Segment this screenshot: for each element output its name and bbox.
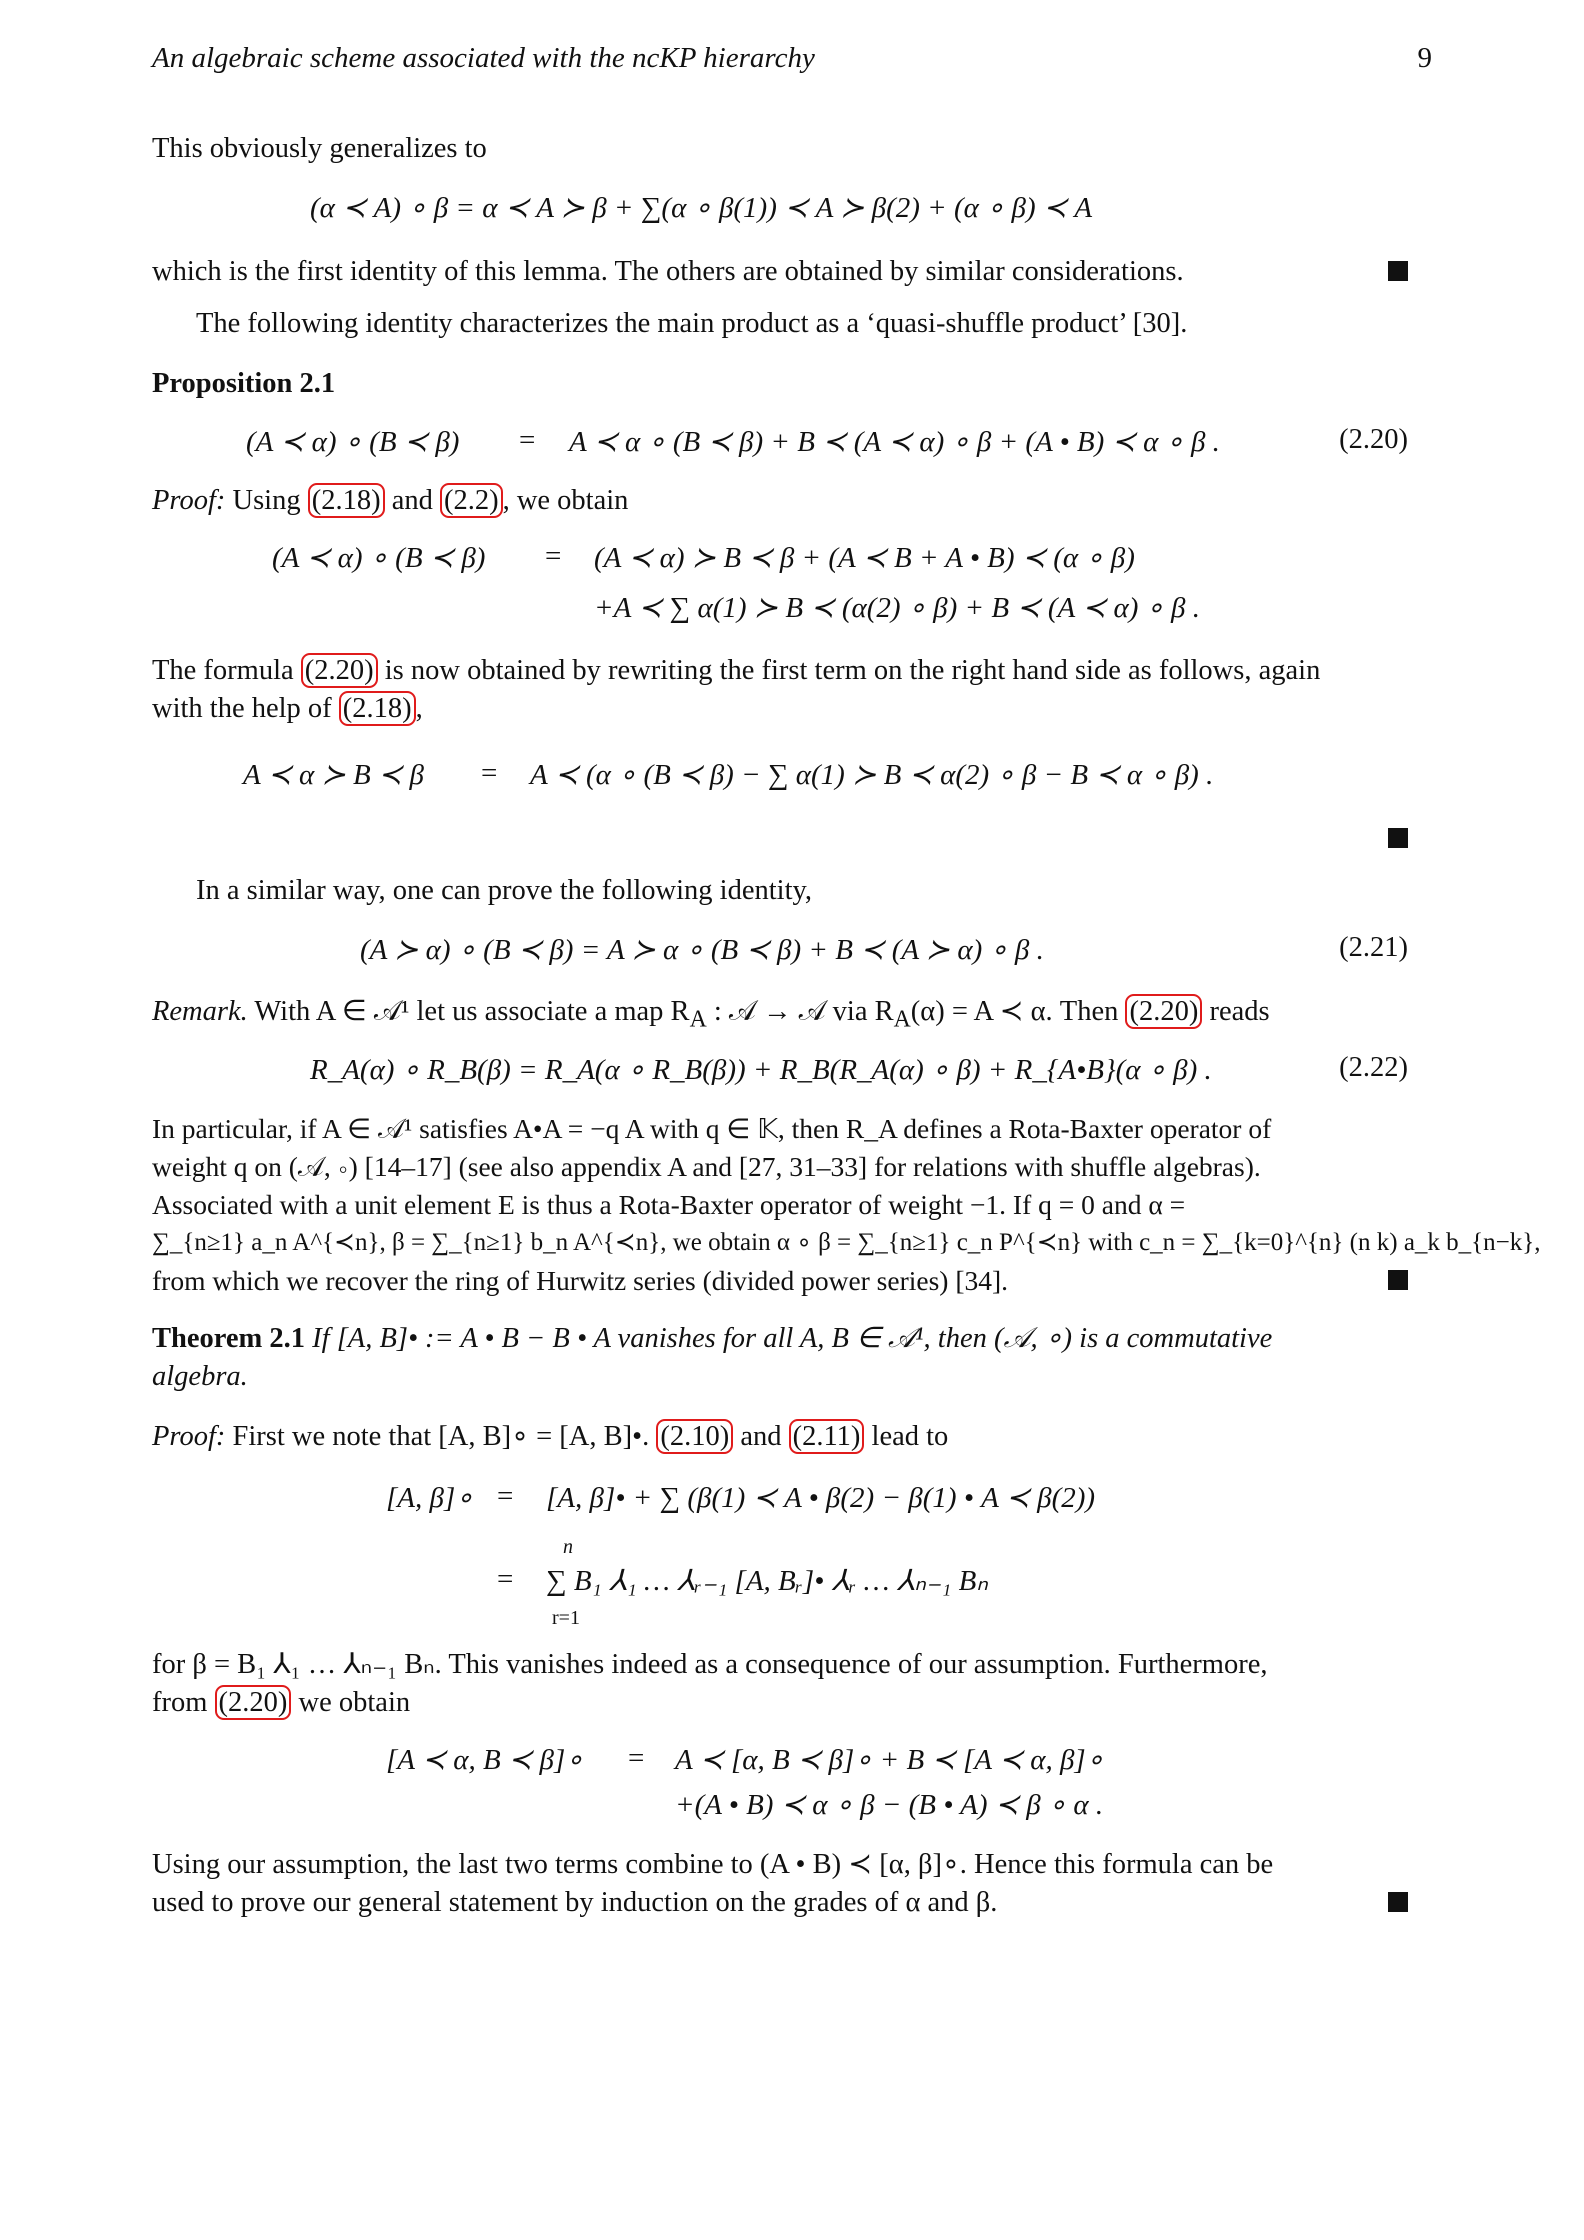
equation-rel: = xyxy=(497,1563,514,1595)
text-line: ∑_{n≥1} a_n A^{≺n}, β = ∑_{n≥1} b_n A^{≺n}, we obtain α ∘ β = ∑_{n≥1} c_n P^{≺n} with c_n = ∑_{k=0}^{n} (n k) a_k b_{n−k}, xyxy=(152,1229,1541,1256)
text-line: In particular, if A ∈ 𝒜¹ satisfies A•A = −q A with q ∈ 𝕂, then R_A defines a Rota-Baxter operator of xyxy=(152,1113,1272,1144)
sum-lower-limit: r=1 xyxy=(552,1607,580,1629)
equation-ref-link[interactable]: (2.18) xyxy=(308,483,385,518)
text-line: from which we recover the ring of Hurwitz series (divided power series) [34]. xyxy=(152,1265,1009,1296)
equation-ref-link[interactable]: (2.2) xyxy=(440,483,503,518)
equation-rhs: ∑ B₁ ⅄₁ … ⅄ᵣ₋₁ [A, Bᵣ]• ⅄ᵣ … ⅄ₙ₋₁ Bₙ xyxy=(546,1565,988,1597)
text-line: which is the first identity of this lemma. The others are obtained by similar considerations. xyxy=(152,256,1184,287)
equation-rhs: +A ≺ ∑ α(1) ≻ B ≺ (α(2) ∘ β) + B ≺ (A ≺ α) ∘ β . xyxy=(594,592,1200,624)
equation-ref-link[interactable]: (2.11) xyxy=(789,1419,865,1454)
text-line: Using our assumption, the last two terms combine to (A • B) ≺ [α, β]∘. Hence this formula can be xyxy=(152,1849,1274,1880)
proof-line: Proof: First we note that [A, B]∘ = [A, B]•. (2.10) and (2.11) lead to xyxy=(152,1421,949,1452)
equation-rhs: +(A • B) ≺ α ∘ β − (B • A) ≺ β ∘ α . xyxy=(675,1789,1104,1821)
equation-rel: = xyxy=(545,540,562,572)
equation-lhs: [A, β]∘ xyxy=(386,1482,474,1514)
proof-label: Proof: xyxy=(152,485,226,516)
proof-label: Proof: xyxy=(152,1421,226,1452)
proof-line: Proof: Using (2.18) and (2.2) , we obtain xyxy=(152,485,629,516)
equation-number: (2.21) xyxy=(1339,932,1408,963)
equation-number: (2.20) xyxy=(1339,424,1408,455)
equation-ref-link[interactable]: (2.20) xyxy=(301,653,378,688)
equation-rel: = xyxy=(481,757,498,789)
text-line: This obviously generalizes to xyxy=(152,133,487,164)
text-line: weight q on (𝒜, ∘) [14–17] (see also appendix A and [27, 31–33] for relations with shuffle algebras). xyxy=(152,1151,1261,1182)
remark-label: Remark. xyxy=(152,996,248,1027)
qed-mark xyxy=(1388,828,1408,848)
text-line: In a similar way, one can prove the following identity, xyxy=(196,875,813,906)
text-line: with the help of (2.18) , xyxy=(152,693,423,724)
equation-ref-link[interactable]: (2.20) xyxy=(215,1685,292,1720)
qed-mark xyxy=(1388,261,1408,281)
equation-ref-link[interactable]: (2.18) xyxy=(339,691,416,726)
text-line: The formula (2.20) is now obtained by rewriting the first term on the right hand side as follows, again xyxy=(152,655,1321,686)
text-line: The following identity characterizes the main product as a ‘quasi-shuffle product’ [30]. xyxy=(196,308,1188,339)
running-header xyxy=(152,42,1432,82)
qed-mark xyxy=(1388,1270,1408,1290)
theorem-line: Theorem 2.1 If [A, B]• := A • B − B • A vanishes for all A, B ∈ 𝒜¹, then (𝒜, ∘) is a commutative xyxy=(152,1323,1273,1354)
equation-ref-link[interactable]: (2.20) xyxy=(1125,994,1202,1029)
equation-rhs: A ≺ [α, B ≺ β]∘ + B ≺ [A ≺ α, β]∘ xyxy=(675,1744,1104,1776)
equation-rel: = xyxy=(519,424,536,456)
equation-rhs: A ≺ α ∘ (B ≺ β) + B ≺ (A ≺ α) ∘ β + (A • B) ≺ α ∘ β . xyxy=(569,426,1220,458)
equation-rhs: (A ≺ α) ≻ B ≺ β + (A ≺ B + A • B) ≺ (α ∘ β) xyxy=(594,542,1135,574)
equation-number: (2.22) xyxy=(1339,1052,1408,1083)
equation-lhs: A ≺ α ≻ B ≺ β xyxy=(243,759,424,791)
text-line: from (2.20) we obtain xyxy=(152,1687,411,1718)
equation-rhs: [A, β]• + ∑ (β(1) ≺ A • β(2) − β(1) • A ≺ β(2)) xyxy=(546,1482,1096,1514)
text-line: for β = B₁ ⅄₁ … ⅄ₙ₋₁ Bₙ. This vanishes indeed as a consequence of our assumption. Furthermore, xyxy=(152,1649,1268,1680)
sum-upper-limit: n xyxy=(563,1536,573,1558)
equation: R_A(α) ∘ R_B(β) = R_A(α ∘ R_B(β)) + R_B(R_A(α) ∘ β) + R_{A•B}(α ∘ β) . xyxy=(310,1054,1212,1086)
text-line: used to prove our general statement by induction on the grades of α and β. xyxy=(152,1887,998,1918)
header-title: An algebraic scheme associated with the ncKP hierarchy xyxy=(152,42,815,74)
equation-lhs: [A ≺ α, B ≺ β]∘ xyxy=(386,1744,584,1776)
theorem-line: algebra. xyxy=(152,1361,248,1392)
remark-line: Remark. With A ∈ 𝒜¹ let us associate a map $R_A$ : 𝒜 → 𝒜 via $R_A(\alpha) = A$ ≺ α. Then (2.20) reads xyxy=(152,996,1270,1033)
equation-lhs: (A ≺ α) ∘ (B ≺ β) xyxy=(246,426,460,458)
proposition-heading: Proposition 2.1 xyxy=(152,368,336,399)
equation: (A ≻ α) ∘ (B ≺ β) = A ≻ α ∘ (B ≺ β) + B ≺ (A ≻ α) ∘ β . xyxy=(360,934,1044,966)
theorem-heading: Theorem 2.1 xyxy=(152,1323,306,1354)
equation-rel: = xyxy=(497,1480,514,1512)
equation-lhs: (A ≺ α) ∘ (B ≺ β) xyxy=(272,542,486,574)
equation-rhs: A ≺ (α ∘ (B ≺ β) − ∑ α(1) ≻ B ≺ α(2) ∘ β − B ≺ α ∘ β) . xyxy=(530,759,1214,791)
equation: (α ≺ A) ∘ β = α ≺ A ≻ β + ∑(α ∘ β(1)) ≺ A ≻ β(2) + (α ∘ β) ≺ A xyxy=(310,192,1093,224)
qed-mark xyxy=(1388,1892,1408,1912)
equation-rel: = xyxy=(628,1742,645,1774)
equation-ref-link[interactable]: (2.10) xyxy=(656,1419,733,1454)
page-number: 9 xyxy=(1417,42,1432,74)
text-line: Associated with a unit element E is thus a Rota-Baxter operator of weight −1. If q = 0 and α = xyxy=(152,1189,1186,1220)
